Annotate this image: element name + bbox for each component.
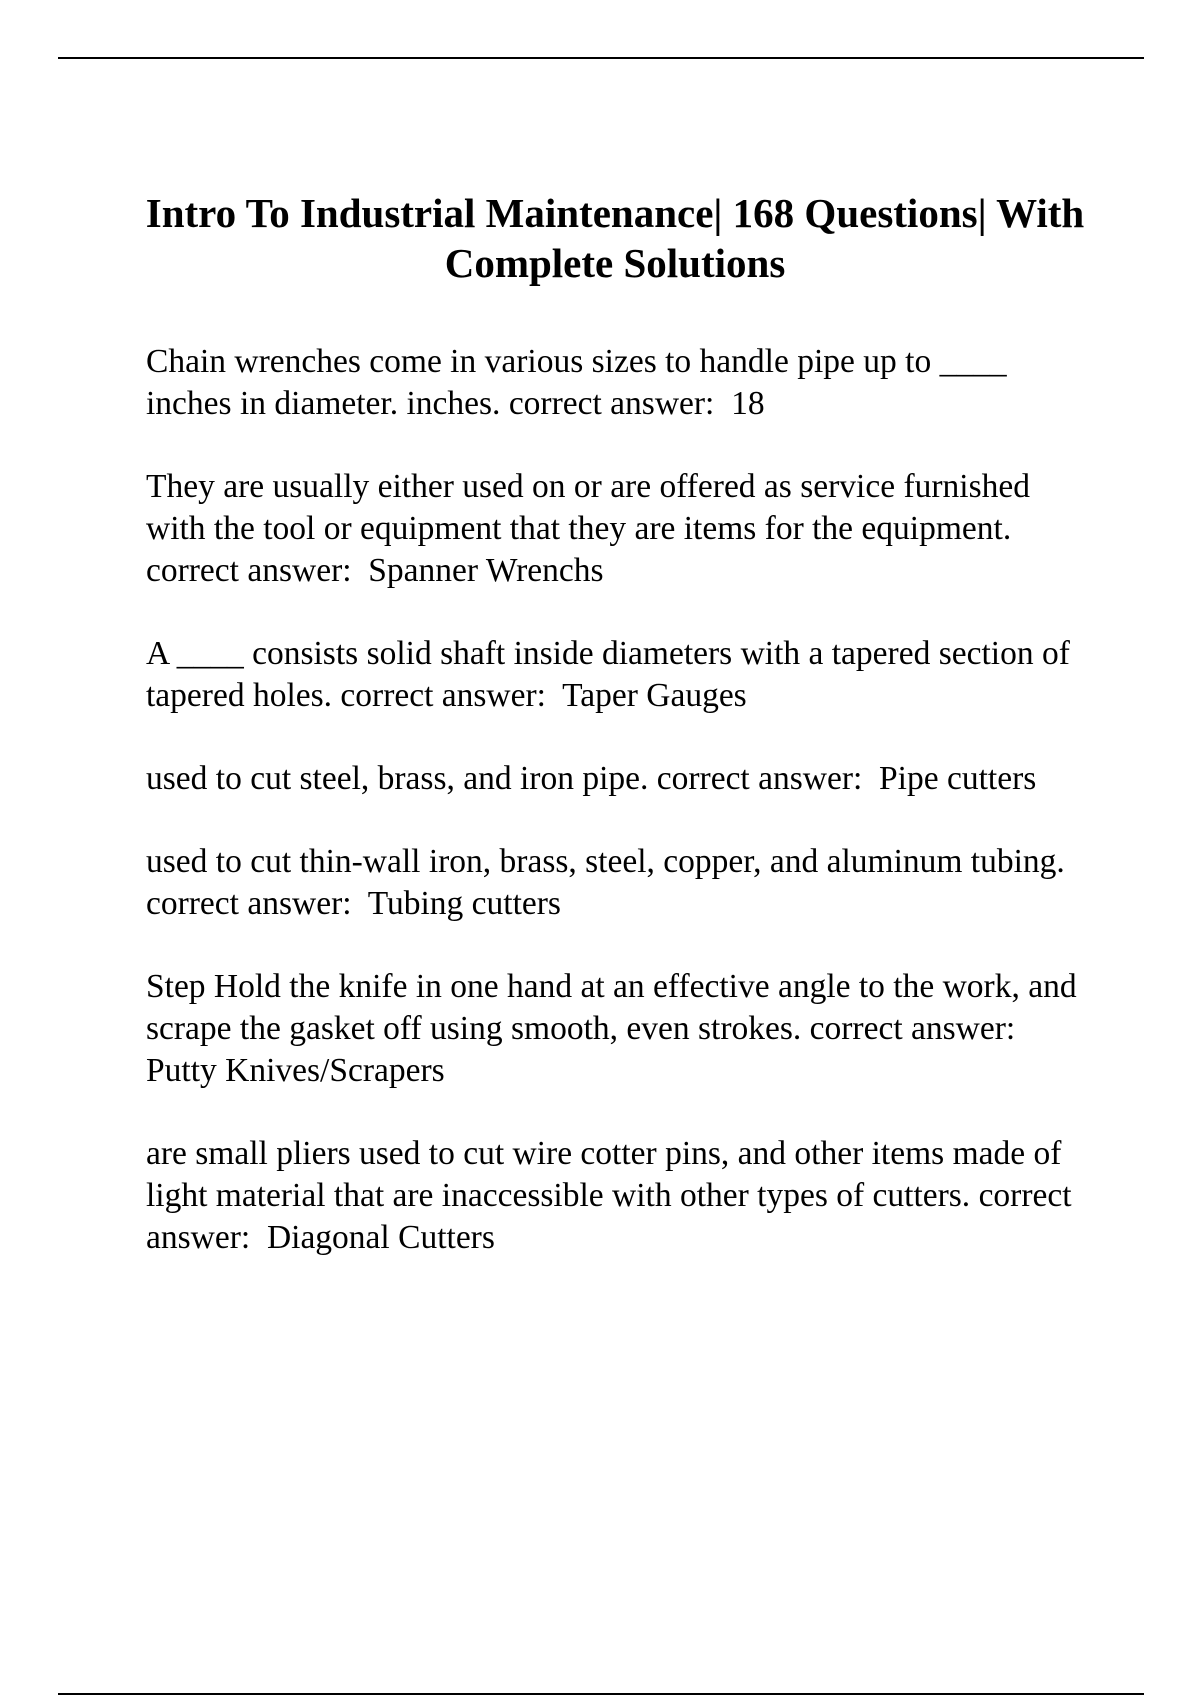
question-text: Chain wrenches come in various sizes to handle pipe up to ____ inches in diameter. inches. [146, 343, 1007, 422]
bottom-divider [58, 1693, 1144, 1695]
answer-label: correct answer: [146, 885, 352, 922]
answer-text: Spanner Wrenchs [368, 552, 604, 589]
answer-text: Diagonal Cutters [266, 1219, 495, 1256]
answer-label: correct answer: [508, 385, 715, 422]
question-text: are small pliers used to cut wire cotter pins, and other items made of light material that are inaccessible with other types of cutters. [146, 1135, 1062, 1214]
qa-list [146, 341, 1086, 1300]
answer-text: Putty Knives/Scrapers [146, 1052, 445, 1089]
answer-text: Taper Gauges [562, 677, 747, 714]
question-text: They are usually either used on or are offered as service furnished with the tool or equipment that they are items for the equipment. [146, 468, 1030, 547]
qa-item [146, 633, 1086, 717]
answer-label: correct answer: [809, 1010, 1016, 1047]
answer-label: correct answer: [146, 552, 352, 589]
qa-item [146, 1133, 1086, 1259]
answer-text: Pipe cutters [879, 760, 1037, 797]
question-text: used to cut steel, brass, and iron pipe. [146, 760, 649, 797]
answer-label: correct answer: [146, 1177, 1072, 1256]
qa-item [146, 758, 1086, 800]
question-text: used to cut thin-wall iron, brass, steel, copper, and aluminum tubing. [146, 843, 1065, 880]
top-divider [58, 57, 1144, 59]
question-text: Step Hold the knife in one hand at an effective angle to the work, and scrape the gasket off using smooth, even strokes. [146, 968, 1077, 1047]
answer-text: 18 [731, 385, 765, 422]
answer-text: Tubing cutters [367, 885, 561, 922]
answer-label: correct answer: [340, 677, 546, 714]
qa-item [146, 466, 1086, 592]
qa-item [146, 966, 1086, 1092]
answer-label: correct answer: [656, 760, 863, 797]
question-text: A ____ consists solid shaft inside diameters with a tapered section of tapered holes. [146, 635, 1070, 714]
qa-item [146, 341, 1086, 425]
qa-item [146, 841, 1086, 925]
document-title: Intro To Industrial Maintenance| 168 Questions| With Complete Solutions [145, 190, 1085, 286]
